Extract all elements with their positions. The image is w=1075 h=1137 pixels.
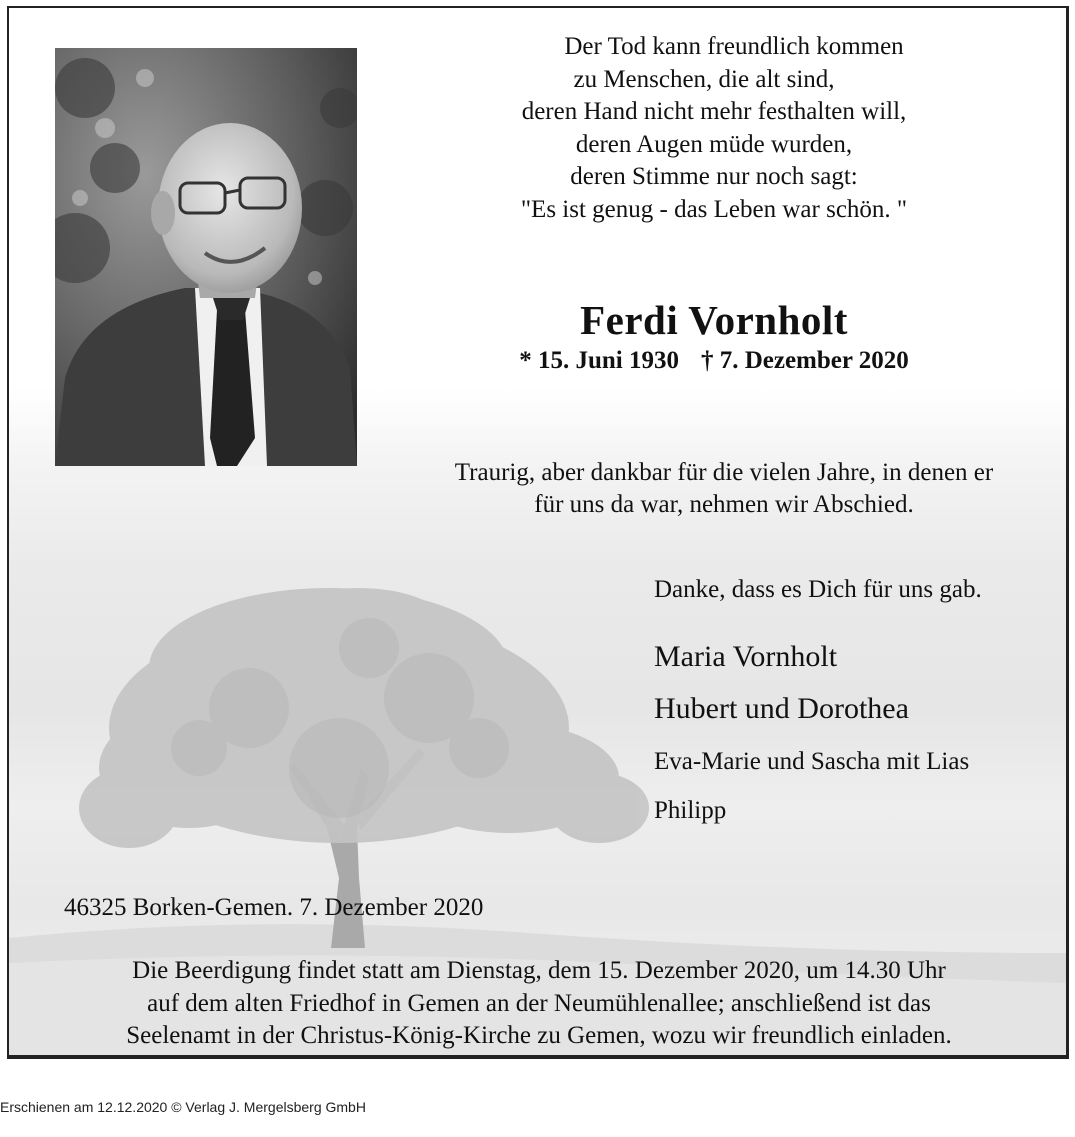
obituary-notice xyxy=(7,6,1069,1059)
sentiment-line: für uns da war, nehmen wir Abschied. xyxy=(534,491,914,518)
funeral-line: Die Beerdigung findet statt am Dienstag, dem 15. Dezember 2020, um 14.30 Uhr xyxy=(132,957,946,984)
funeral-line: auf dem alten Friedhof in Gemen an der Neumühlenallee; anschließend ist das xyxy=(147,989,931,1017)
poem-line: "Es ist genug - das Leben war schön. " xyxy=(520,195,908,223)
sentiment-line: Traurig, aber dankbar für die vielen Jahre, in denen er xyxy=(454,459,994,486)
family-member: Eva-Marie und Sascha mit Lias xyxy=(654,748,970,775)
poem-line: zu Menschen, die alt sind, xyxy=(573,65,835,93)
poem-line: deren Stimme nur noch sagt: xyxy=(570,163,858,190)
publication-footer: Erschienen am 12.12.2020 © Verlag J. Mergelsberg GmbH xyxy=(0,1099,366,1115)
sentiment-text xyxy=(404,457,1044,521)
place-and-date: 46325 Borken-Gemen. 7. Dezember 2020 xyxy=(64,894,484,921)
family-member: Philipp xyxy=(654,797,727,824)
funeral-line: Seelenamt in der Christus-König-Kirche zu Gemen, wozu wir freundlich einladen. xyxy=(126,1022,952,1049)
poem-line: deren Augen müde wurden, xyxy=(575,130,853,158)
poem-line: Der Tod kann freundlich kommen xyxy=(564,33,904,60)
family-member: Hubert und Dorothea xyxy=(654,692,909,725)
deceased-name: Ferdi Vornholt xyxy=(580,297,848,343)
death-date: † 7. Dezember 2020 xyxy=(700,347,909,374)
birth-date: * 15. Juni 1930 xyxy=(519,347,679,374)
memorial-poem xyxy=(454,31,974,226)
family-member: Maria Vornholt xyxy=(654,640,838,673)
life-dates xyxy=(454,347,974,375)
funeral-details xyxy=(29,955,1049,1053)
portrait-photo xyxy=(55,48,357,466)
poem-line: deren Hand nicht mehr festhalten will, xyxy=(521,98,907,125)
thanks-text: Danke, dass es Dich für uns gab. xyxy=(654,576,982,603)
